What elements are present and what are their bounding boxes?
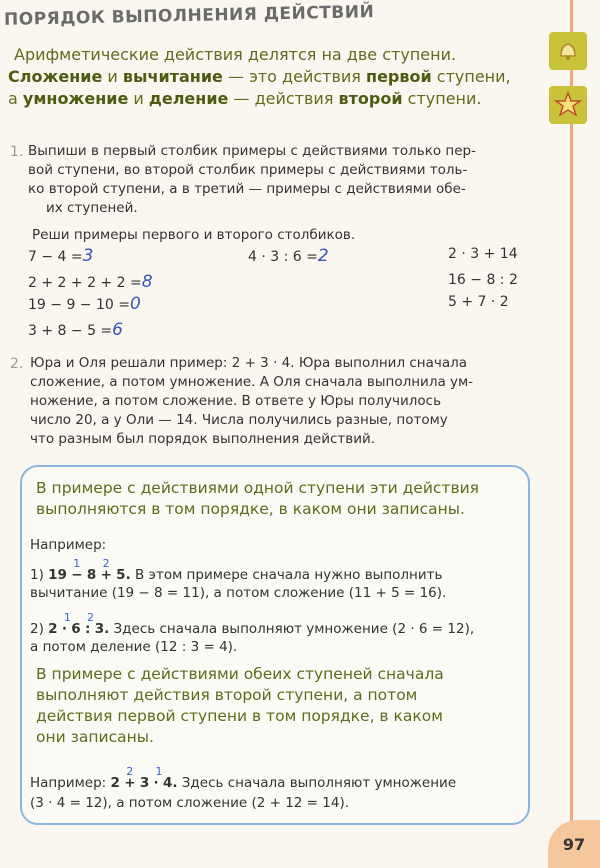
example-8: 3 + 8 − 5 =6 xyxy=(28,320,123,340)
example-label: Например: xyxy=(30,537,107,553)
box-example-3-line2: (3 · 4 = 12), а потом сложение (2 + 12 = 14). xyxy=(30,795,350,811)
box-example-1: 1) 19 1 − 8 2 + 5. В этом примере сначала нужно выполнить xyxy=(30,557,443,583)
task-1-text: Выпиши в первый столбик примеры с действиями только пер- вой ступени, во второй столбик примеры с действиями толь- ко второй ступени, а в третий — примеры с действиями обе- их ступеней. xyxy=(28,143,476,216)
example-6: 19 − 9 − 10 =0 xyxy=(28,294,141,314)
example-2: 4 · 3 : 6 =2 xyxy=(248,246,329,266)
page-number: 97 xyxy=(548,820,600,868)
example-5: 16 − 8 : 2 xyxy=(448,272,518,288)
example-4: 2 + 2 + 2 + 2 =8 xyxy=(28,272,153,292)
margin-line xyxy=(570,0,573,868)
page-header: ПОРЯДОК ВЫПОЛНЕНИЯ ДЕЙСТВИЙ xyxy=(3,2,375,30)
task-2-text: Юра и Оля решали пример: 2 + 3 · 4. Юра выполнил сначала сложение, а потом умножение. А Оля сначала выполнила ум- ножение, а потом сложение. В ответе у Юры получилось число 20, а у Оли — 14. Числа получились разные, потому что разным был порядок выполнения действий. xyxy=(30,355,474,447)
box-example-2: 2) 2 1 · 6 2 : 3. Здесь сначала выполняют умножение (2 · 6 = 12), xyxy=(30,611,475,637)
box-example-2-line2: а потом деление (12 : 3 = 4). xyxy=(30,639,238,655)
rule-one-step: В примере с действиями одной ступени эти действия выполняются в том порядке, в каком они записаны. xyxy=(36,479,479,518)
rule-steps: Арифметические действия делятся на две ступени. Сложение и вычитание — это действия первой ступени, а умножение и деление — действия второй ступени. xyxy=(8,45,511,108)
task-number: 1. xyxy=(10,144,24,160)
box-example-1-line2: вычитание (19 − 8 = 11), а потом сложение (11 + 5 = 16). xyxy=(30,585,447,601)
example-7: 5 + 7 · 2 xyxy=(448,294,509,310)
example-1: 7 − 4 =3 xyxy=(28,246,94,266)
rule-both-steps: В примере с действиями обеих ступеней сначала выполняют действия второй ступени, а потом действия первой ступени в том порядке, в каком они записаны. xyxy=(36,665,444,746)
bell-icon xyxy=(549,32,587,70)
star-icon xyxy=(549,86,587,124)
box-example-3: Например: 2 2 + 3 1 · 4. Здесь сначала выполняют умножение xyxy=(30,765,457,791)
example-3: 2 · 3 + 14 xyxy=(448,246,518,262)
task-number: 2. xyxy=(10,356,24,372)
task-1-instruction: Реши примеры первого и второго столбиков. xyxy=(32,227,356,243)
